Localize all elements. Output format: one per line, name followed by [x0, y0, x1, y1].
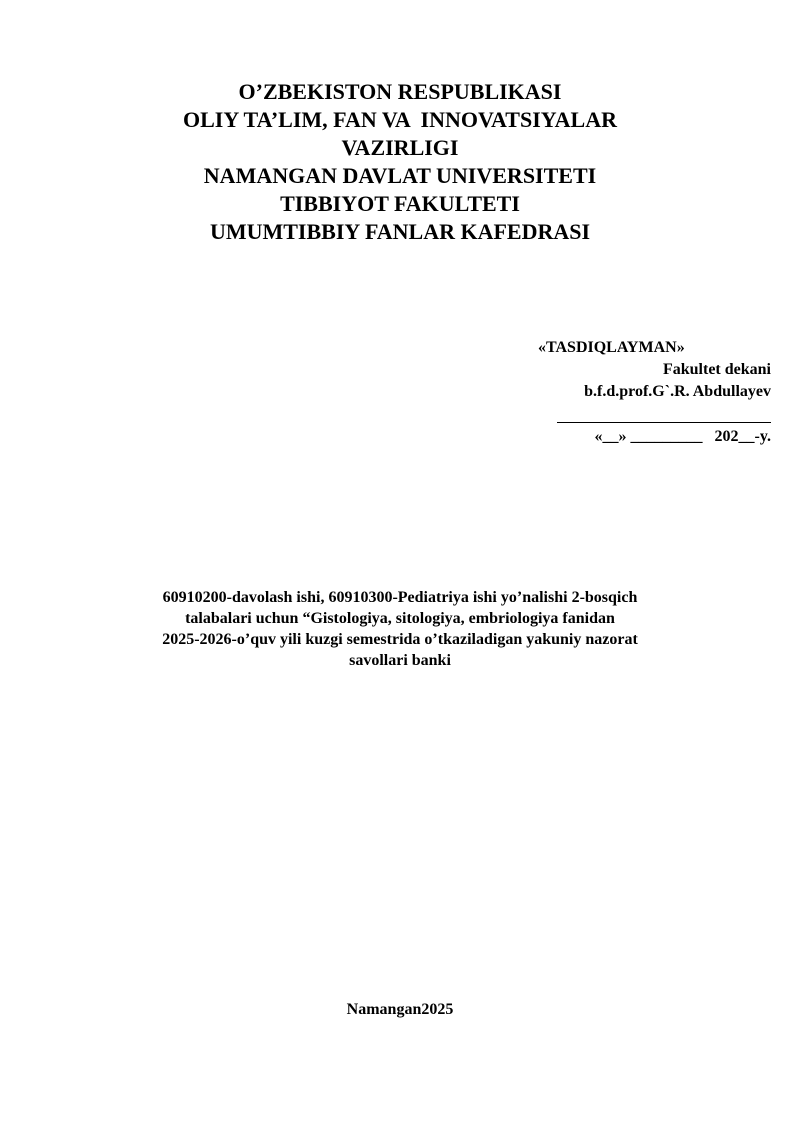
- signature-line: [557, 404, 771, 423]
- subject-line-2: talabalari uchun “Gistologiya, sitologiya, embriologiya fanidan: [185, 610, 615, 627]
- header-line-department: UMUMTIBBIY FANLAR KAFEDRASI: [209, 219, 591, 244]
- header-line-faculty: TIBBIYOT FAKULTETI: [280, 191, 520, 216]
- approval-title: «TASDIQLAYMAN»: [538, 339, 685, 356]
- header-line-university: NAMANGAN DAVLAT UNIVERSITETI: [203, 163, 597, 188]
- approval-position: Fakultet dekani: [662, 361, 771, 378]
- approval-date-line: «__» _________ 202__-y.: [594, 428, 771, 445]
- header-line-ministry: OLIY TA’LIM, FAN VA INNOVATSIYALAR: [183, 107, 617, 132]
- footer-place-year: Namangan2025: [346, 1001, 454, 1018]
- subject-line-4: savollari banki: [349, 652, 451, 669]
- subject-line-1: 60910200-davolash ishi, 60910300-Pediatriya ishi yo’nalishi 2-bosqich: [162, 589, 638, 606]
- document-header: [0, 78, 800, 246]
- header-line-ministry-cont: VAZIRLIGI: [341, 135, 459, 160]
- document-subject: [0, 587, 800, 671]
- header-line-country: O’ZBEKISTON RESPUBLIKASI: [238, 79, 562, 104]
- approval-block: [511, 337, 771, 448]
- approval-signer-name: b.f.d.prof.G`.R. Abdullayev: [584, 383, 771, 400]
- subject-line-3: 2025-2026-o’quv yili kuzgi semestrida o’tkaziladigan yakuniy nazorat: [162, 631, 638, 648]
